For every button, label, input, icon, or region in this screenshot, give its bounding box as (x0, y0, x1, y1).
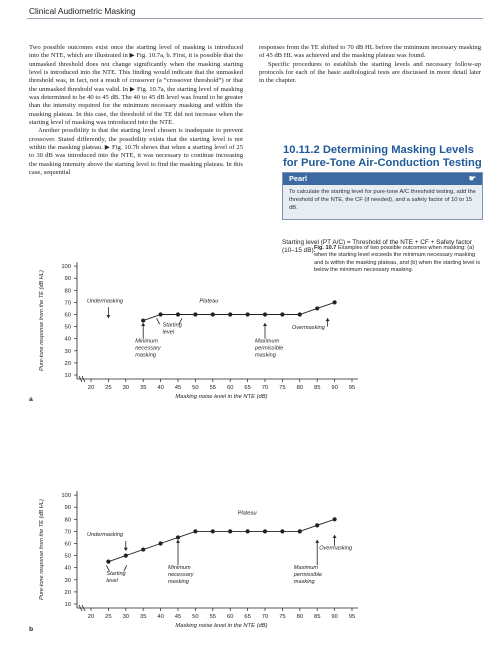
data-point (263, 529, 267, 533)
x-tick-label: 55 (209, 614, 217, 620)
paragraph: responses from the TE shifted to 70 dB HL before the minimum necessary masking of 45 dB HL was achieved and the masking plateau was found. (259, 44, 481, 60)
x-tick-label: 60 (226, 385, 234, 391)
starting-level-label: Starting level (106, 570, 126, 584)
x-tick-label: 95 (348, 385, 356, 391)
x-tick-label: 85 (313, 385, 321, 391)
y-tick-label: 10 (64, 373, 71, 379)
data-point (228, 312, 232, 316)
y-tick-label: 60 (64, 312, 71, 319)
data-point (141, 547, 145, 551)
minimum-necessary-arrow-head (141, 323, 145, 326)
y-tick-label: 90 (64, 505, 71, 512)
data-point (228, 529, 232, 533)
x-tick-label: 80 (296, 385, 304, 391)
overmasking-arrow-head (333, 535, 337, 538)
y-tick-label: 50 (64, 553, 71, 560)
caption-text: Examples of two possible outcomes when masking: (a) when the starting level exceeds the minimum necessary masking and is within the masking plateau, and (b) when the starting level is below the minimum necessary masking. (314, 245, 481, 274)
undermasking-label: Undermasking (87, 298, 124, 305)
data-point (193, 529, 197, 533)
data-point (315, 523, 319, 527)
x-tick-label: 25 (105, 614, 112, 620)
panel-label: a (29, 396, 33, 403)
x-axis-label: Masking noise level in the NTE (dB) (175, 623, 268, 629)
x-tick-label: 65 (244, 385, 251, 391)
header-rule (27, 18, 483, 19)
x-tick-label: 75 (279, 385, 286, 391)
data-point (246, 312, 250, 316)
y-tick-label: 70 (64, 300, 71, 307)
y-tick-label: 20 (64, 589, 71, 596)
x-tick-label: 95 (348, 614, 356, 620)
minimum-necessary-label: Minimum necessary masking (168, 564, 194, 585)
pearl-label: Pearl (289, 174, 308, 183)
paragraph: Two possible outcomes exist once the starting level of masking is introduced into the NTE, which are illustrated in ▶ Fig. 10.7a, b. First, it is possible that the unmasked threshold does not change significantly when the masking starting level is introduced into the NTE. This finding would indicate that the unmasked threshold was, in fact, not a result of crossover (a “crossover threshold”) or that the unmasked threshold was valid. In ▶ Fig. 10.7a, the starting level of masking was determined to be 40 to 45 dB. The 40 to 45 dB level was found to be greater than the intensity required for the minimum necessary masking and within the masking plateau. In this case, the threshold of the TE did not increase when the starting level of masking was introduced into the NTE. (29, 44, 243, 127)
data-point (280, 312, 284, 316)
data-point (193, 312, 197, 316)
data-point (106, 560, 110, 564)
y-tick-label: 30 (64, 348, 71, 355)
x-axis-label: Masking noise level in the NTE (dB) (175, 394, 268, 400)
x-tick-label: 20 (87, 385, 95, 391)
x-tick-label: 30 (122, 385, 130, 391)
x-tick-label: 30 (122, 614, 130, 620)
x-tick-label: 90 (331, 614, 338, 620)
data-point (176, 535, 180, 539)
paragraph: Another possibility is that the starting level chosen is inadequate to prevent crossover. Stated differently, the possibility exists that the starting level is not within the masking plateau. ▶ Fig. 10.7b shows that when a starting level of 25 to 30 dB was introduced into the NTE, it was necessary to continue increasing the masking intensity above the starting level to find the masking plateau. In this case, sequential (29, 127, 243, 177)
overmasking-label: Overmasking (291, 325, 325, 332)
y-tick-label: 60 (64, 541, 71, 548)
section-number: 10.11.2 (283, 144, 320, 156)
section-title: Determining Masking Levels for Pure-Tone Air-Conduction Testing (283, 144, 482, 169)
y-tick-label: 90 (64, 276, 71, 283)
x-tick-label: 80 (296, 614, 304, 620)
panel-label: b (29, 626, 34, 633)
y-tick-label: 70 (64, 529, 71, 536)
y-tick-label: 40 (64, 565, 71, 572)
x-tick-label: 35 (139, 385, 147, 391)
data-point (176, 312, 180, 316)
pearl-box (282, 172, 483, 220)
data-point (280, 529, 284, 533)
data-point (159, 541, 163, 545)
caption-label: Fig. 10.7 (314, 245, 337, 251)
x-tick-label: 45 (174, 385, 182, 391)
maximum-permissible-label: Maximum permissible masking (293, 564, 323, 585)
x-tick-label: 60 (226, 614, 234, 620)
y-tick-label: 80 (64, 517, 71, 524)
x-tick-label: 85 (313, 614, 321, 620)
starting-level-tick (157, 318, 160, 324)
data-point (298, 529, 302, 533)
y-axis-label: Pure-tone response from the TE (dB HL) (39, 270, 45, 371)
maximum-permissible-arrow-head (315, 540, 319, 543)
maximum-permissible-arrow-head (263, 323, 267, 326)
y-tick-label: 100 (61, 493, 71, 500)
data-point (263, 312, 267, 316)
overmasking-arrow-head (326, 318, 330, 321)
y-tick-label: 10 (64, 602, 71, 608)
pointing-hand-icon: ☛ (468, 174, 476, 183)
paragraph: Specific procedures to establish the starting levels and necessary follow-up protocols for each of the basic audiological tests are discussed in more detail later in the chapter. (259, 60, 481, 85)
series-line (108, 519, 334, 561)
series-line (143, 302, 334, 320)
pearl-text: To calculate the starting level for pure-tone A/C threshold testing, add the threshold of the NTE, the CF (if needed), and a safety factor of 10 to 15 dB. (289, 189, 476, 212)
data-point (159, 312, 163, 316)
overmasking-label: Overmasking (319, 545, 353, 552)
data-point (211, 529, 215, 533)
pearl-header (283, 173, 482, 185)
starting-level-label: Starting level (162, 322, 182, 336)
data-point (333, 300, 337, 304)
section-heading (283, 144, 483, 170)
x-tick-label: 55 (209, 385, 217, 391)
y-tick-label: 40 (64, 336, 71, 343)
x-tick-label: 50 (192, 385, 199, 391)
y-tick-label: 30 (64, 577, 71, 584)
data-point (315, 306, 319, 310)
data-point (141, 318, 145, 322)
y-tick-label: 100 (61, 264, 71, 271)
running-header: Clinical Audiometric Masking (29, 6, 136, 16)
maximum-permissible-label: Maximum permissible masking (255, 338, 284, 359)
y-axis-label: Pure-tone response from the TE (dB HL) (39, 499, 45, 600)
plateau-label: Plateau (199, 298, 219, 305)
undermasking-arrow-head (124, 548, 128, 551)
y-tick-label: 20 (64, 360, 71, 367)
undermasking-arrow-head (106, 315, 110, 318)
x-tick-label: 40 (157, 614, 164, 620)
x-tick-label: 70 (261, 614, 269, 620)
chart-panel-b (29, 428, 356, 638)
x-tick-label: 70 (261, 385, 269, 391)
y-tick-label: 80 (64, 288, 71, 295)
x-tick-label: 90 (331, 385, 338, 391)
x-tick-label: 40 (157, 385, 164, 391)
data-point (246, 529, 250, 533)
left-column (29, 44, 243, 178)
minimum-necessary-label: Minimum necessary masking (135, 338, 161, 359)
chart-panel-a (29, 255, 356, 415)
right-column (259, 44, 481, 86)
x-tick-label: 50 (192, 614, 199, 620)
data-point (211, 312, 215, 316)
data-point (333, 517, 337, 521)
x-tick-label: 75 (279, 614, 286, 620)
x-tick-label: 25 (105, 385, 112, 391)
plateau-label: Plateau (237, 510, 257, 517)
x-tick-label: 65 (244, 614, 251, 620)
x-tick-label: 20 (87, 614, 95, 620)
data-point (124, 554, 128, 558)
x-tick-label: 45 (174, 614, 182, 620)
figure-caption (314, 245, 482, 275)
starting-level-formula: Starting level (PT A/C) = Threshold of the NTE + CF + Safety factor (10–15 dB). (282, 239, 472, 255)
y-tick-label: 50 (64, 324, 71, 331)
data-point (298, 312, 302, 316)
x-tick-label: 35 (139, 614, 147, 620)
undermasking-label: Undermasking (87, 532, 124, 539)
minimum-necessary-arrow-head (176, 540, 180, 543)
